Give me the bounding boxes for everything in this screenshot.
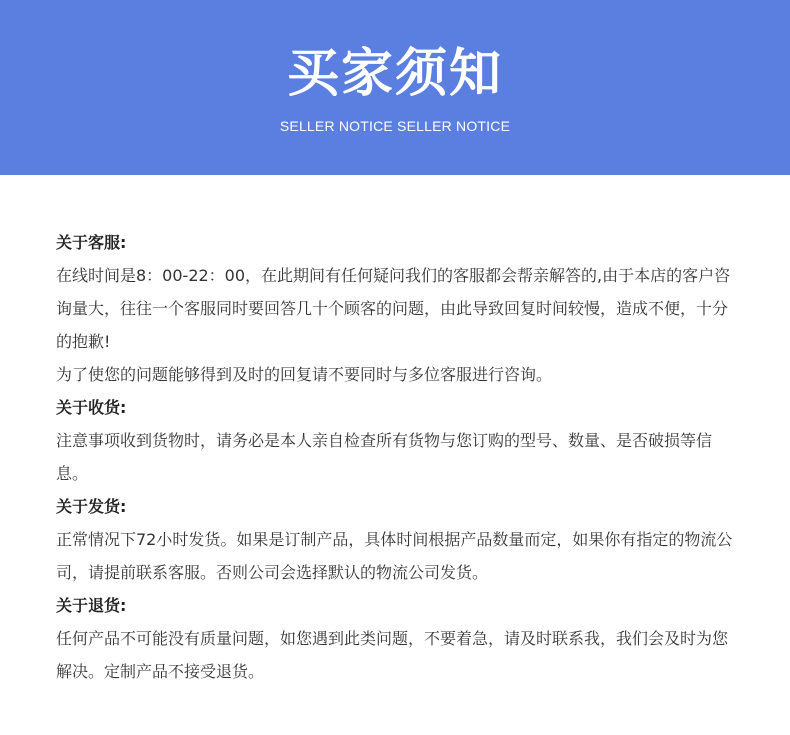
notice-content	[56, 226, 736, 688]
section-paragraph: 注意事项收到货物时，请务必是本人亲自检查所有货物与您订购的型号、数量、是否破损等信息。	[56, 431, 713, 483]
section-shipping	[56, 490, 736, 589]
section-heading: 关于收货:	[56, 398, 127, 417]
section-paragraph: 为了使您的问题能够得到及时的回复请不要同时与多位客服进行咨询。	[56, 365, 553, 384]
section-heading: 关于退货:	[56, 596, 127, 615]
section-customer-service	[56, 226, 736, 391]
section-heading: 关于发货:	[56, 497, 127, 516]
section-heading: 关于客服:	[56, 233, 127, 252]
banner-title: 买家须知	[286, 44, 503, 104]
banner-subtitle: SELLER NOTICE SELLER NOTICE	[279, 118, 511, 134]
section-paragraph: 任何产品不可能没有质量问题，如您遇到此类问题，不要着急，请及时联系我，我们会及时为您解决。定制产品不接受退货。	[56, 629, 729, 681]
section-returns	[56, 589, 736, 688]
section-paragraph: 在线时间是8：00-22：00，在此期间有任何疑问我们的客服都会帮亲解答的,由于本店的客户咨询量大，往往一个客服同时要回答几十个顾客的问题，由此导致回复时间较慢，造成不便，十分的抱歉!	[56, 266, 731, 351]
section-receiving	[56, 391, 736, 490]
header-banner	[0, 0, 790, 175]
section-paragraph: 正常情况下72小时发货。如果是订制产品，具体时间根据产品数量而定，如果你有指定的物流公司，请提前联系客服。否则公司会选择默认的物流公司发货。	[56, 530, 733, 582]
